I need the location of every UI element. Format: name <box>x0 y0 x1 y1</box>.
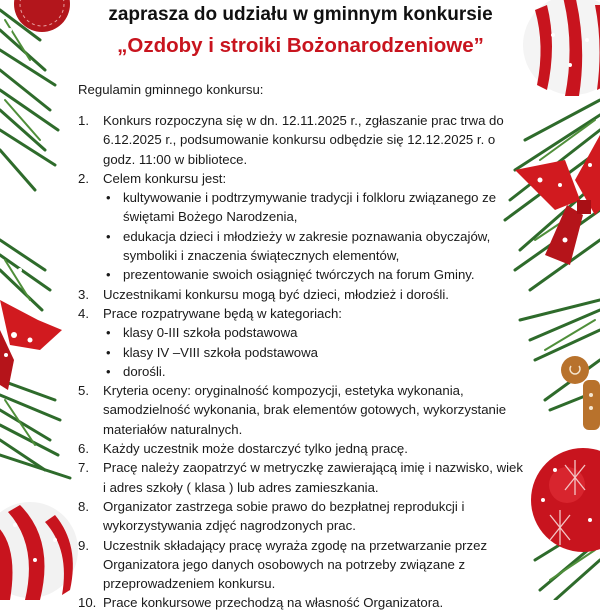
invitation-subtitle: zaprasza do udziału w gminnym konkursie <box>108 4 493 25</box>
bullet-item: • dorośli. <box>103 362 528 381</box>
rule-text: Organizator zastrzega sobie prawo do bezpłatnej reprodukcji i wykorzystywania zdjęć nagrodzonych prac. <box>103 498 465 534</box>
rule-number: 6. <box>78 441 89 457</box>
rule-text: Prace konkursowe przechodzą na własność Organizatora. <box>103 595 444 611</box>
rule-number: 7. <box>78 460 89 476</box>
bullet-item: • kultywowanie i podtrzymywanie tradycji i folkloru związanego ze świętami Bożego Narodzenia, <box>103 188 528 227</box>
rule-bullets <box>103 188 528 284</box>
rule-item <box>78 497 528 536</box>
rule-item <box>78 111 528 169</box>
rule-item <box>78 439 528 458</box>
rule-number: 8. <box>78 498 89 514</box>
rule-item <box>78 536 528 594</box>
rules-heading: Regulamin gminnego konkursu: <box>78 82 264 97</box>
rule-number: 5. <box>78 383 89 399</box>
contest-title: „Ozdoby i stroiki Bożonarodzeniowe” <box>117 34 484 57</box>
left-garland-icon <box>0 0 80 600</box>
rule-text: Pracę należy zaopatrzyć w metryczkę zawierającą imię i nazwisko, wiek i adres szkoły ( klasa ) lub adres zamieszkania. <box>103 460 523 495</box>
rule-text: Prace rozpatrywane będą w kategoriach: <box>103 305 342 321</box>
bullet-item: • edukacja dzieci i młodzieży w zakresie poznawania obyczajów, symboliki i znaczenia świątecznych elementów, <box>103 227 528 266</box>
rule-item <box>78 169 528 285</box>
rule-number: 4. <box>78 305 89 321</box>
bullet-item: • prezentowanie swoich osiągnięć twórczych na forum Gminy. <box>103 265 528 284</box>
rule-item <box>78 458 528 497</box>
rule-item <box>78 593 528 612</box>
bullet-item: • klasy 0-III szkoła podstawowa <box>103 323 528 342</box>
rule-text: Uczestnik składający pracę wyraża zgodę na przetwarzanie przez Organizatora jego danych osobowych na potrzeby związane z przeprowadzeniem konkursu. <box>103 537 488 592</box>
bullet-item: • klasy IV –VIII szkoła podstawowa <box>103 343 528 362</box>
rule-number: 3. <box>78 286 89 302</box>
rule-item <box>78 304 528 381</box>
rule-text: Uczestnikami konkursu mogą być dzieci, młodzież i dorośli. <box>103 286 449 302</box>
rule-text: Celem konkursu jest: <box>103 170 227 186</box>
rule-number: 9. <box>78 537 89 553</box>
rule-text: Każdy uczestnik może dostarczyć tylko jedną pracę. <box>103 441 408 457</box>
rule-number: 2. <box>78 170 89 186</box>
rule-number: 10. <box>78 595 97 611</box>
rules-list <box>78 111 528 613</box>
rule-number: 1. <box>78 113 89 128</box>
rule-item <box>78 381 528 439</box>
rule-text: Konkurs rozpoczyna się w dn. 12.11.2025 r., zgłaszanie prac trwa do 6.12.2025 r., podsumowanie konkursu odbędzie się 12.12.2025 r. o godz. 11:00 w bibliotece. <box>103 113 504 167</box>
rule-bullets <box>103 323 528 381</box>
rule-item <box>78 285 528 304</box>
rule-text: Kryteria oceny: oryginalność kompozycji, estetyka wykonania, samodzielność wykonania, brak elementów gotowych, wykorzystanie materiałów naturalnych. <box>103 383 507 437</box>
